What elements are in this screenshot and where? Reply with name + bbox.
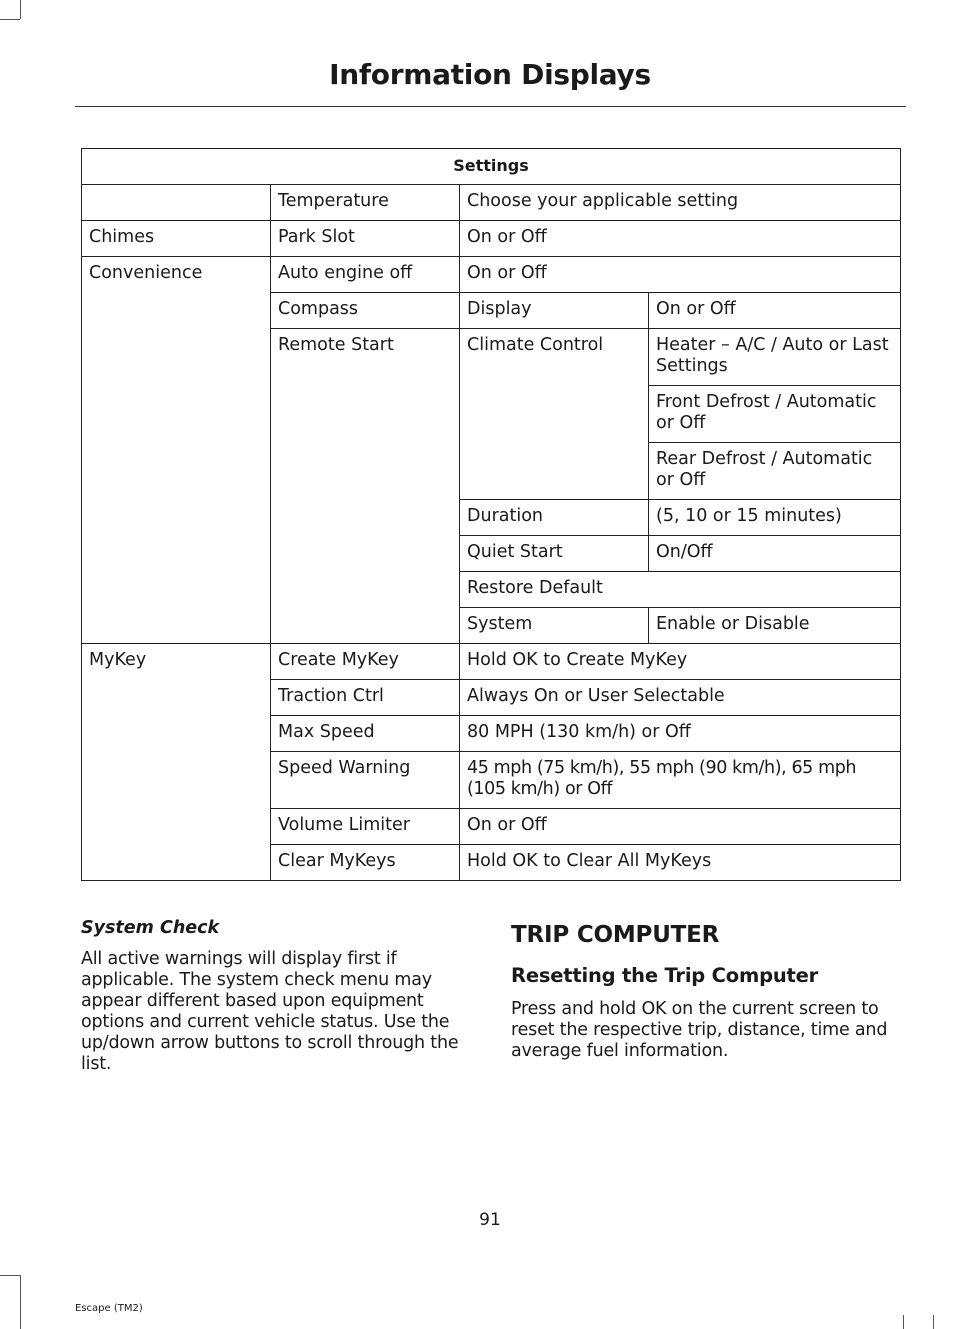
table-cell: Convenience [82,257,271,644]
crop-mark [903,1315,904,1329]
table-cell: Compass [271,293,460,329]
table-cell: Hold OK to Create MyKey [460,644,901,680]
table-cell: Always On or User Selectable [460,680,901,716]
table-title: Settings [82,149,901,185]
table-cell: Heater – A/C / Auto or Last Settings [649,329,901,386]
table-cell: Park Slot [271,221,460,257]
table-cell: System [460,608,649,644]
footer-model: Escape (TM2) [75,1303,143,1314]
table-header-row [82,149,901,185]
table-cell: Auto engine off [271,257,460,293]
table-cell: Remote Start [271,329,460,644]
trip-computer-heading: TRIP COMPUTER [511,922,720,948]
table-cell: (5, 10 or 15 minutes) [649,500,901,536]
table-cell: Traction Ctrl [271,680,460,716]
crop-mark [0,1275,20,1276]
table-cell: 45 mph (75 km/h), 55 mph (90 km/h), 65 mph (105 km/h) or Off [460,752,901,809]
crop-mark [20,0,21,19]
table-cell: Restore Default [460,572,901,608]
settings-table [81,148,901,881]
trip-computer-subheading: Resetting the Trip Computer [511,964,819,987]
table-cell: Hold OK to Clear All MyKeys [460,845,901,881]
table-cell: On or Off [460,809,901,845]
table-cell: Display [460,293,649,329]
table-cell: Clear MyKeys [271,845,460,881]
table-cell: Chimes [82,221,271,257]
table-cell: Temperature [271,185,460,221]
system-check-section [81,918,473,1075]
table-cell: On or Off [460,221,901,257]
table-cell: Speed Warning [271,752,460,809]
table-cell: Duration [460,500,649,536]
table-cell: On/Off [649,536,901,572]
table-cell: MyKey [82,644,271,881]
table-cell: Quiet Start [460,536,649,572]
page-title: Information Displays [329,58,651,91]
table-cell: Choose your applicable setting [460,185,901,221]
title-divider [75,106,906,107]
crop-mark [933,1315,934,1329]
table-row [82,221,901,257]
system-check-heading: System Check [81,918,220,938]
table-cell [82,185,271,221]
table-cell: Volume Limiter [271,809,460,845]
page-number: 91 [479,1210,501,1230]
table-cell: Enable or Disable [649,608,901,644]
trip-computer-section [511,922,903,1062]
table-cell: Create MyKey [271,644,460,680]
table-cell: On or Off [649,293,901,329]
table-row [82,644,901,680]
table-cell: Front Defrost / Automatic or Off [649,386,901,443]
table-row [82,185,901,221]
table-cell: On or Off [460,257,901,293]
table-cell: Max Speed [271,716,460,752]
table-cell: Climate Control [460,329,649,500]
table-cell: 80 MPH (130 km/h) or Off [460,716,901,752]
table-cell: Rear Defrost / Automatic or Off [649,443,901,500]
system-check-body: All active warnings will display first if applicable. The system check menu may appear different based upon equipment options and current vehicle status. Use the up/down arrow buttons to scroll through the list. [81,949,459,1074]
table-row [82,257,901,293]
crop-mark [20,1275,21,1329]
trip-computer-body: Press and hold OK on the current screen to reset the respective trip, distance, time and average fuel information. [511,999,888,1061]
crop-mark [0,19,20,20]
